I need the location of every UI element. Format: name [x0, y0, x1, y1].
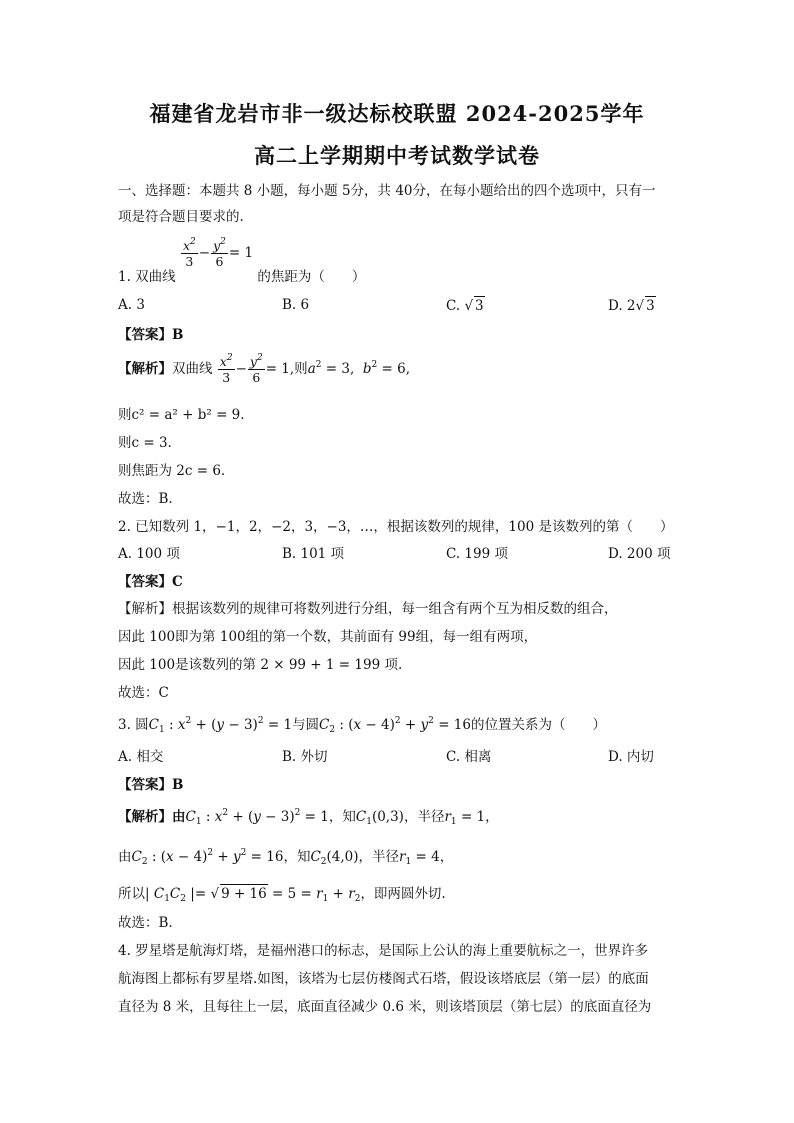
q1-analysis-line-1: 【解析】双曲线 $\frac{x^2}{3}$ − $\frac{y^2}{6}$ = 1,则$a^2 = 3$, $b^2 = 6$, [118, 353, 411, 385]
q1-hyperbola-equation: $\frac{x^2}{3}$ − $\frac{y^2}{6}$ = 1 [182, 237, 254, 269]
q3-option-d: D. 内切 [608, 749, 654, 765]
q2-analysis-line-2: 因此 100即为第 100组的第一个数，其前面有 99组，每一组有两项， [118, 629, 538, 645]
q3-option-a: A. 相交 [118, 749, 164, 765]
page-title-line-2: 高二上学期期中考试数学试卷 [254, 143, 540, 168]
q2-answer: 【答案】C [118, 574, 183, 590]
q1-option-c: C. √ 3 [446, 298, 484, 314]
q2-analysis-line-3: 因此 100是该数列的第 2 × 99 + 1 = 199 项. [118, 657, 403, 673]
q1-analysis-line-2: 则c² = a² + b² = 9. [118, 407, 245, 423]
q2-analysis-line-1: 【解析】根据该数列的规律可将数列进行分组，每一组含有两个互为相反数的组合， [118, 601, 618, 617]
q1-analysis-line-4: 则焦距为 2c = 6. [118, 463, 226, 479]
q4-stem-line-3: 直径为 8 米，且每往上一层，底面直径减少 0.6 米，则该塔顶层（第七层）的底面直径为 [118, 999, 652, 1015]
q1-answer: 【答案】B [118, 327, 184, 343]
section-heading-line-1: 一、选择题：本题共 8 小题，每小题 5分，共 40分，在每小题给出的四个选项中，只有一 [118, 183, 656, 199]
q1-option-b: B. 6 [282, 297, 310, 313]
q2-conclusion: 故选：C [118, 685, 169, 701]
q2-option-a: A. 100 项 [118, 546, 180, 562]
q1-prefix: 1. 双曲线 [118, 269, 176, 285]
q1-suffix: 的焦距为（ ） [257, 269, 366, 285]
q2-option-d: D. 200 项 [608, 546, 671, 562]
q4-stem-line-2: 航海图上都标有罗星塔.如图，该塔为七层仿楼阁式石塔，假设该塔底层（第一层）的底面 [118, 971, 649, 987]
q1-conclusion: 故选：B. [118, 491, 173, 507]
q3-option-b: B. 外切 [282, 749, 328, 765]
q3-conclusion: 故选：B. [118, 915, 173, 931]
q3-analysis-line-2: 由$C_2$ : $(x - 4)^2 + y^2 = 16$，知$C_2(4,0)$，半径$r_1 = 4$， [118, 848, 454, 867]
q3-option-c: C. 相离 [446, 749, 492, 765]
q3-analysis-line-3: 所以| $C_1C_2$ |= √ $9 + 16 = 5 = r_1 + r_2$，即两圆外切. [118, 886, 446, 904]
q3-analysis-line-1: 【解析】由$C_1$ : $x^2 + (y - 3)^2 = 1$，知$C_1(0,3)$，半径$r_1 = 1$， [118, 808, 499, 827]
q3-answer: 【答案】B [118, 777, 184, 793]
q1-stem [118, 237, 366, 285]
q2-option-c: C. 199 项 [446, 546, 508, 562]
q1-option-a: A. 3 [118, 297, 145, 313]
section-heading-line-2: 项是符合题目要求的. [118, 209, 244, 225]
q4-stem-line-1: 4. 罗星塔是航海灯塔，是福州港口的标志，是国际上公认的海上重要航标之一，世界许多 [118, 943, 649, 959]
q1-option-d: D. 2√ 3 [608, 298, 655, 314]
q2-stem: 2. 已知数列 1，−1，2，−2，3，−3，…，根据该数列的规律，100 是该数列的第（ ） [118, 519, 674, 535]
page-title-line-1: 福建省龙岩市非一级达标校联盟 2024-2025学年 [149, 101, 645, 126]
q3-stem: 3. 圆$C_1$ : $x^2 + (y - 3)^2 = 1$与圆$C_2$ : $(x - 4)^2 + y^2 = 16$的位置关系为（ ） [118, 716, 606, 735]
q1-analysis-line-3: 则c = 3. [118, 435, 172, 451]
q2-option-b: B. 101 项 [282, 546, 345, 562]
